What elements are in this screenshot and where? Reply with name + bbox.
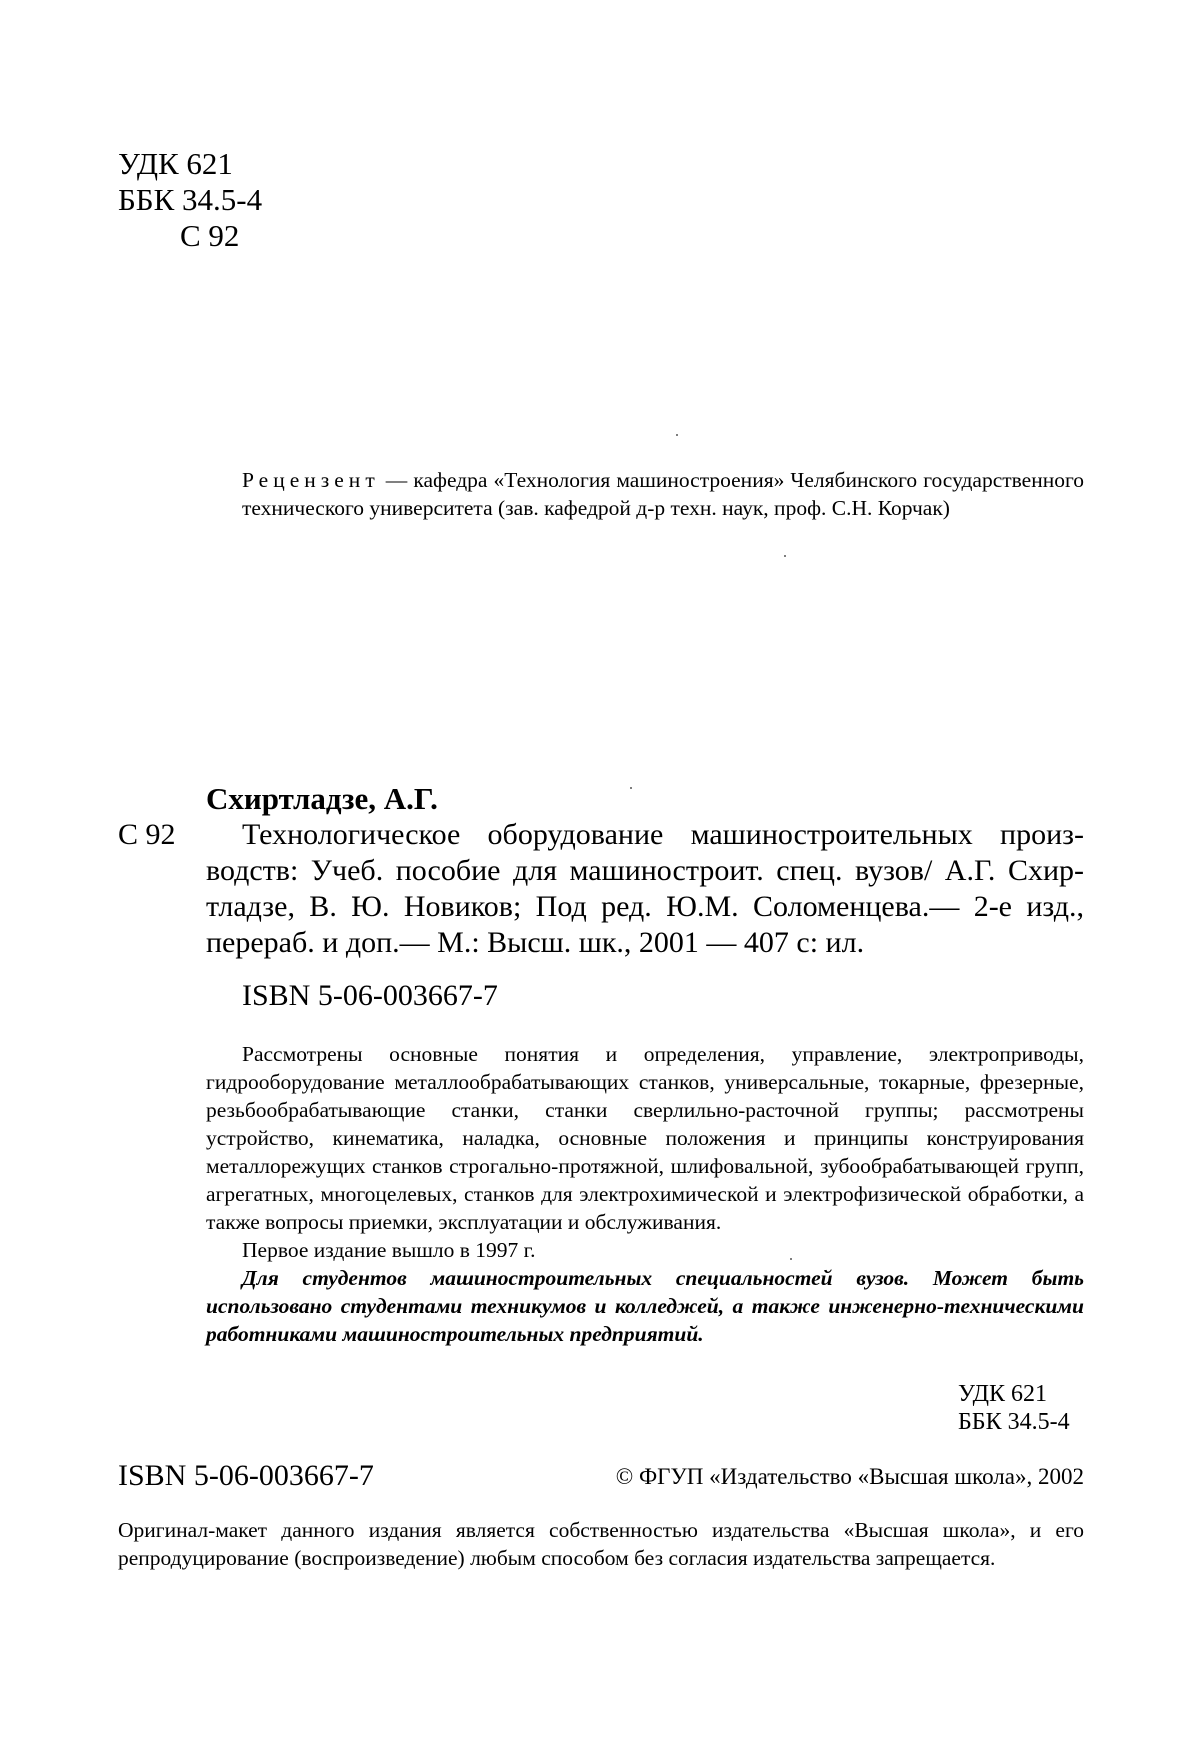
rights-notice: Оригинал-макет данного издания является собственностью издательства «Высшая школа», и его репродуцирование (воспроизведение) любым способом без согласия издательства запрещается. <box>118 1518 1084 1570</box>
footer-udk: УДК 621 <box>958 1381 1047 1407</box>
reviewer-block <box>242 466 1084 522</box>
author-name: Схиртладзе, А.Г. <box>206 781 438 816</box>
bib-line: перераб. и доп.— М.: Высш. шк., 2001 — 407 с: ил. <box>206 926 865 959</box>
annotation-summary: Рассмотрены основные понятия и определения, управление, электроприводы, гидрооборудование металлообрабатывающих станков, универсальные, токарные, фрезерные, резьбообрабатывающие станки, станки сверлильно-расточной группы; рассмотрены устройство, кинематика, наладка, основные положения и принципы конструирования металлорежущих станков строгально-протяжной, шлифовальной, зубообрабатывающей групп, агрегатных, многоцелевых, станков для электрохимической и электрофизической обработки, а также вопросы приемки, эксплуатации и обслуживания. <box>206 1042 1084 1234</box>
isbn: ISBN 5-06-003667-7 <box>242 979 498 1012</box>
bib-line: тладзе, В. Ю. Новиков; Под ред. Ю.М. Соломенцева.— 2-е изд., <box>206 890 1084 923</box>
footer-bbk: ББК 34.5-4 <box>958 1409 1070 1435</box>
author-cipher: С 92 <box>118 818 176 851</box>
scan-speck <box>790 1258 792 1260</box>
bib-line: Технологическое оборудование машиностроительных произ- <box>242 818 1084 851</box>
audience-note: Для студентов машиностроительных специальностей вузов. Может быть использовано студентами техникумов и колледжей, а также инженерно-техническими работниками машиностроительных предприятий. <box>206 1266 1084 1346</box>
author-cipher-top: С 92 <box>180 218 240 253</box>
bbk-code: ББК 34.5-4 <box>118 182 263 217</box>
scan-speck <box>630 787 632 789</box>
scan-speck <box>676 434 678 436</box>
footer-isbn: ISBN 5-06-003667-7 <box>118 1459 374 1492</box>
udk-code: УДК 621 <box>118 146 233 181</box>
bib-line: водств: Учеб. пособие для машиностроит. спец. вузов/ А.Г. Схир- <box>206 854 1084 887</box>
first-edition-note: Первое издание вышло в 1997 г. <box>242 1238 536 1262</box>
reviewer-label: Рецензент <box>242 468 380 492</box>
annotation <box>206 1040 1084 1348</box>
copyright-notice: © ФГУП «Издательство «Высшая школа», 2002 <box>615 1464 1084 1489</box>
scan-speck <box>784 555 786 557</box>
bibliographic-description <box>206 817 1084 961</box>
footer-classification <box>958 1380 1070 1436</box>
reviewer-text: — кафедра «Технология машиностроения» Челябинского государственного технического университета (зав. кафедрой д-р техн. наук, проф. С.Н. Корчак) <box>242 468 1084 520</box>
